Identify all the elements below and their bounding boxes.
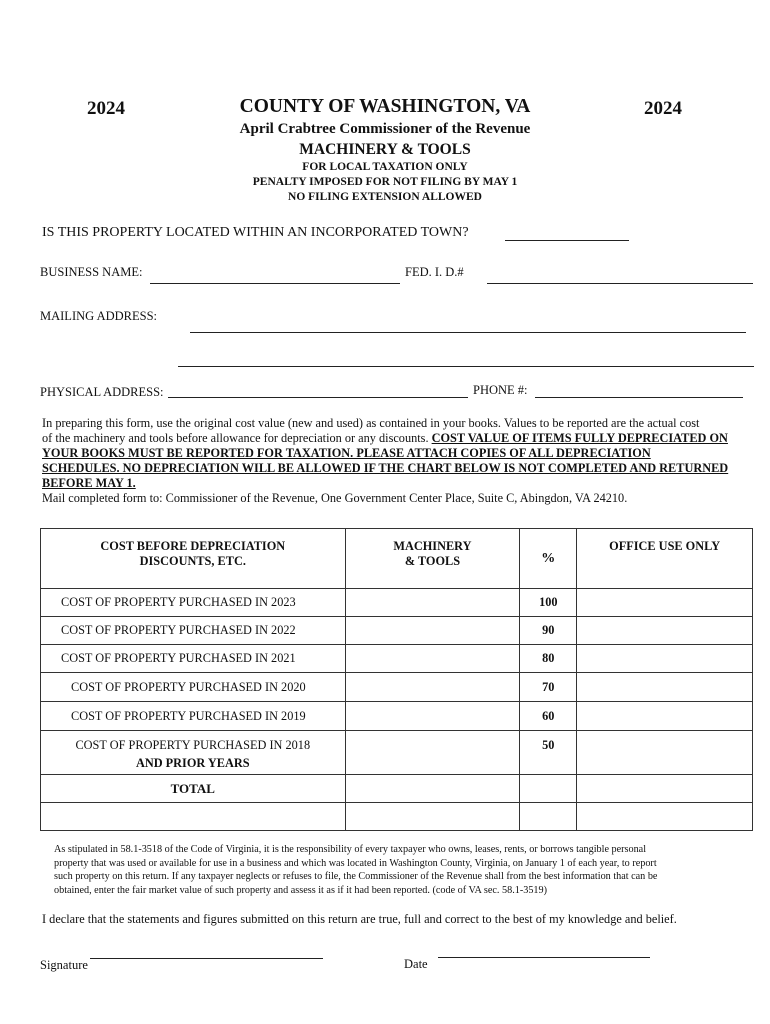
percent-2018: 50 xyxy=(520,731,577,775)
machinery-tools-table xyxy=(40,528,753,831)
business-name-label: BUSINESS NAME: xyxy=(40,265,143,279)
fed-id-label: FED. I. D.# xyxy=(405,265,464,279)
date-label: Date xyxy=(404,957,428,971)
machinery-value-2020[interactable] xyxy=(345,673,520,702)
office-use-2020[interactable] xyxy=(577,673,753,702)
physical-address-label: PHYSICAL ADDRESS: xyxy=(40,385,164,399)
total-value[interactable] xyxy=(345,775,520,803)
machinery-value-2019[interactable] xyxy=(345,702,520,731)
county-title: COUNTY OF WASHINGTON, VA xyxy=(239,96,531,117)
total-label: TOTAL xyxy=(41,775,346,803)
row-label-2022: COST OF PROPERTY PURCHASED IN 2022 xyxy=(41,617,346,645)
cost-header xyxy=(41,529,346,589)
physical-address-field[interactable] xyxy=(168,397,468,398)
date-field[interactable] xyxy=(438,957,650,958)
machinery-value-2018[interactable] xyxy=(345,731,520,775)
row-label-2018-line-1: COST OF PROPERTY PURCHASED IN 2018 xyxy=(75,738,311,752)
signature-label: Signature xyxy=(40,958,88,972)
blank-cell-3 xyxy=(520,803,577,831)
table-row xyxy=(41,673,753,702)
total-row xyxy=(41,775,753,803)
blank-cell-4[interactable] xyxy=(577,803,753,831)
instructions-line-4: SCHEDULES. NO DEPRECIATION WILL BE ALLOWED IF THE CHART BELOW IS NOT COMPLETED AND RETURNED xyxy=(42,461,729,475)
table-row xyxy=(41,702,753,731)
percent-2023: 100 xyxy=(520,589,577,617)
mailing-address-label: MAILING ADDRESS: xyxy=(40,309,158,323)
fed-id-field[interactable] xyxy=(487,283,753,284)
row-label-2018-line-2: AND PRIOR YEARS xyxy=(135,756,250,770)
blank-cell-2[interactable] xyxy=(345,803,520,831)
phone-field[interactable] xyxy=(535,397,743,398)
table-row xyxy=(41,589,753,617)
machinery-header-line-1: MACHINERY xyxy=(393,539,472,553)
office-use-2021[interactable] xyxy=(577,645,753,673)
commissioner-name: April Crabtree Commissioner of the Revenue xyxy=(239,121,531,137)
blank-cell-1 xyxy=(41,803,346,831)
statute-line-2: property that was used or available for use in a business and which was located in Washington County, Virginia, on January 1 of each year, to report xyxy=(54,857,657,869)
machinery-header-line-2: & TOOLS xyxy=(404,554,461,568)
statute-line-1: As stipulated in 58.1-3518 of the Code of Virginia, it is the responsibility of every taxpayer who owns, leases, rents, or borrows tangible personal xyxy=(54,844,647,855)
incorporated-town-answer-line[interactable] xyxy=(505,240,629,241)
percent-2019: 60 xyxy=(520,702,577,731)
percent-2021: 80 xyxy=(520,645,577,673)
row-label-2019: COST OF PROPERTY PURCHASED IN 2019 xyxy=(41,702,346,731)
machinery-value-2022[interactable] xyxy=(345,617,520,645)
mail-instructions: Mail completed form to: Commissioner of the Revenue, One Government Center Place, Suite C, Abingdon, VA 24210. xyxy=(42,491,628,505)
row-label-2020: COST OF PROPERTY PURCHASED IN 2020 xyxy=(41,673,346,702)
total-percent xyxy=(520,775,577,803)
cost-header-line-1: COST BEFORE DEPRECIATION xyxy=(100,539,286,553)
table-row xyxy=(41,731,753,775)
signature-field[interactable] xyxy=(90,958,323,959)
business-name-field[interactable] xyxy=(150,283,400,284)
instructions-line-2a: of the machinery and tools before allowance for depreciation or any discounts. xyxy=(42,431,432,445)
row-label-2018 xyxy=(41,731,346,775)
statute-line-3: such property on this return. If any taxpayer neglects or refuses to file, the Commissioner of the Revenue shall from the best information that can be xyxy=(54,871,658,882)
percent-2022: 90 xyxy=(520,617,577,645)
office-use-2022[interactable] xyxy=(577,617,753,645)
cost-header-line-2: DISCOUNTS, ETC. xyxy=(139,554,246,568)
phone-label: PHONE #: xyxy=(473,383,528,397)
percent-header: % xyxy=(520,529,577,589)
statute-text xyxy=(54,843,754,897)
office-use-2023[interactable] xyxy=(577,589,753,617)
no-extension-note: NO FILING EXTENSION ALLOWED xyxy=(288,191,482,203)
instructions-line-2 xyxy=(42,431,757,446)
instructions-line-3: YOUR BOOKS MUST BE REPORTED FOR TAXATION. PLEASE ATTACH COPIES OF ALL DEPRECIATION xyxy=(42,446,651,460)
penalty-note: PENALTY IMPOSED FOR NOT FILING BY MAY 1 xyxy=(252,176,518,188)
instructions-line-2b: COST VALUE OF ITEMS FULLY DEPRECIATED ON xyxy=(431,431,728,445)
machinery-value-2021[interactable] xyxy=(345,645,520,673)
year-left: 2024 xyxy=(87,98,125,119)
table-header-row xyxy=(41,529,753,589)
mailing-address-field-2[interactable] xyxy=(178,366,754,367)
instructions-line-1: In preparing this form, use the original cost value (new and used) as contained in your books. Values to be reported are the actual cost xyxy=(42,416,700,430)
mailing-address-field-1[interactable] xyxy=(190,332,746,333)
statute-line-4: obtained, enter the fair market value of such property and assess it as if it had been reported. (code of VA sec. 58.1-3519) xyxy=(54,884,547,896)
office-use-header: OFFICE USE ONLY xyxy=(577,529,753,589)
form-title: MACHINERY & TOOLS xyxy=(299,141,471,158)
machinery-value-2023[interactable] xyxy=(345,589,520,617)
percent-2020: 70 xyxy=(520,673,577,702)
machinery-header xyxy=(345,529,520,589)
table-row xyxy=(41,645,753,673)
incorporated-town-question: IS THIS PROPERTY LOCATED WITHIN AN INCORPORATED TOWN? xyxy=(42,225,469,240)
row-label-2021: COST OF PROPERTY PURCHASED IN 2021 xyxy=(41,645,346,673)
instructions xyxy=(42,416,757,506)
office-use-2019[interactable] xyxy=(577,702,753,731)
local-taxation-note: FOR LOCAL TAXATION ONLY xyxy=(302,161,468,173)
year-right: 2024 xyxy=(644,98,682,119)
instructions-line-5: BEFORE MAY 1. xyxy=(42,476,136,490)
declaration: I declare that the statements and figures submitted on this return are true, full and correct to the best of my knowledge and belief. xyxy=(42,912,677,926)
table-row xyxy=(41,617,753,645)
row-label-2023: COST OF PROPERTY PURCHASED IN 2023 xyxy=(41,589,346,617)
total-office-use[interactable] xyxy=(577,775,753,803)
office-use-2018[interactable] xyxy=(577,731,753,775)
blank-row xyxy=(41,803,753,831)
